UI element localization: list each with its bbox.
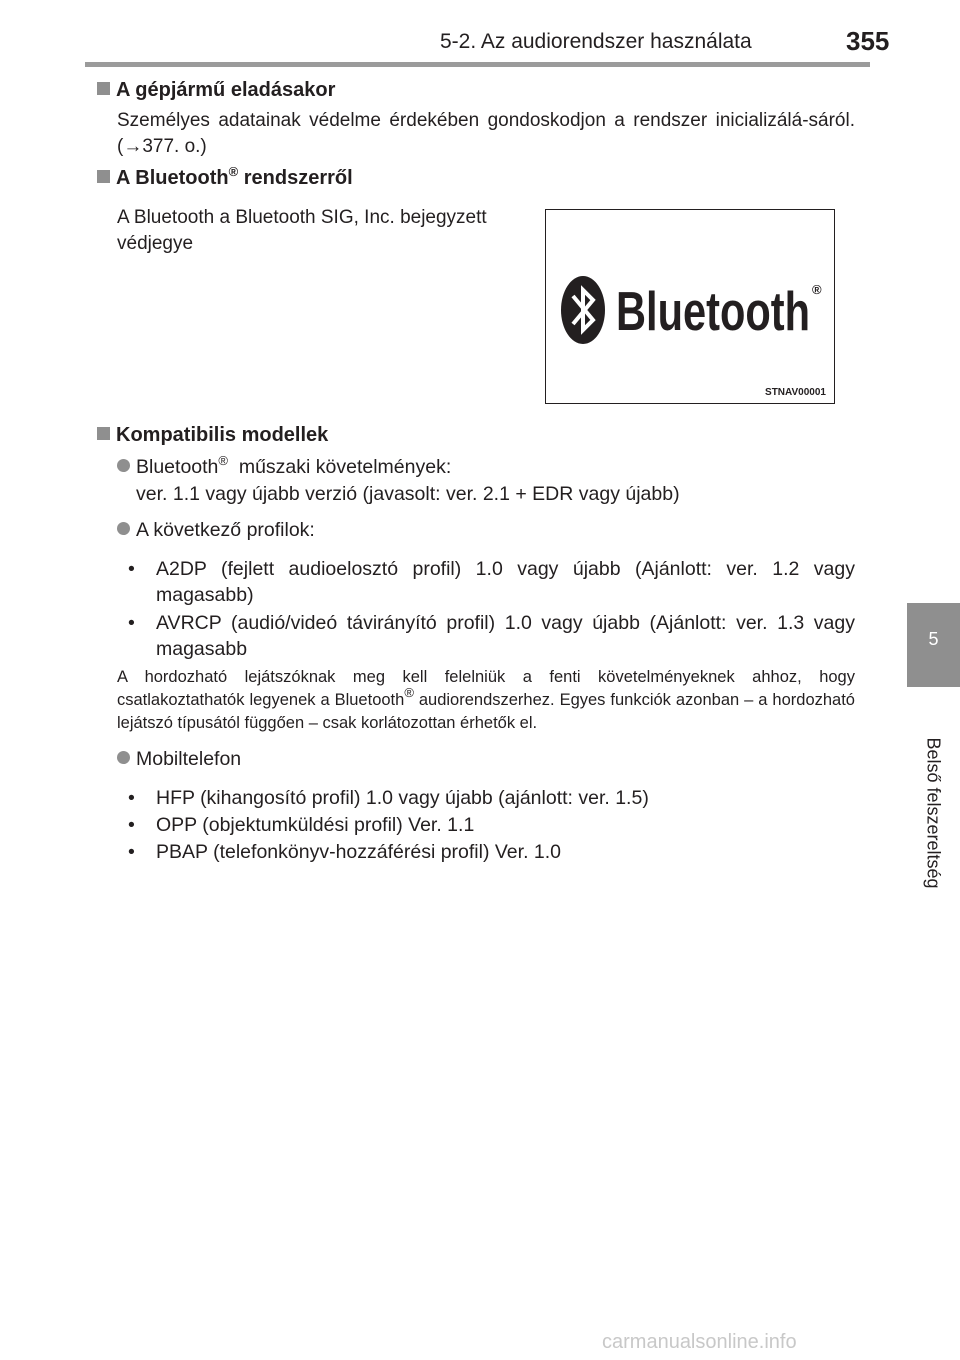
section-heading-sale: A gépjármű eladásakor [97,79,335,102]
bluetooth-logo-icon [546,210,834,403]
section-heading-bluetooth: A Bluetooth® rendszerről [97,167,353,190]
profile-item: • AVRCP (audió/videó távirányító profil) 1.0 vagy újabb (Ajánlott: ver. 1.3 vagy magasabb [128,612,855,660]
page-header-title: 5-2. Az audiorendszer használata [440,30,752,53]
chapter-number: 5 [928,629,939,649]
profile-item: • A2DP (fejlett audioelosztó profil) 1.0 vagy újabb (Ajánlott: ver. 1.2 vagy magasabb) [128,558,855,606]
compat-note: A hordozható lejátszóknak meg kell felelniük a fenti követelményeknek ahhoz, hogy csatlakoztathatók legyenek a Bluetooth® audiorendszerhez. Egyes funkciók azonban – a hordozható lejátszó típusától függően – csak korlátozottan érhetők el. [117,668,855,732]
spec-bullet: Bluetooth® műszaki követelmények: [117,454,451,481]
round-bullet-icon [117,522,130,535]
round-bullet-icon [117,751,130,764]
square-bullet-icon [97,82,110,95]
chapter-tab [907,603,960,687]
section-heading-compat: Kompatibilis modellek [97,424,328,447]
page-number: 355 [846,26,890,56]
profiles-bullet: A következő profilok: [117,517,315,544]
phone-bullet: Mobiltelefon [117,746,241,773]
watermark: carmanualsonline.info [602,1331,797,1353]
bluetooth-trademark-text: A Bluetooth a Bluetooth SIG, Inc. bejegyzett védjegye [117,207,487,254]
spec-detail: ver. 1.1 vagy újabb verzió (javasolt: ver. 2.1 + EDR vagy újabb) [136,483,680,505]
bluetooth-logo-figure [545,209,835,404]
phone-profile-item: • OPP (objektumküldési profil) Ver. 1.1 [128,814,475,836]
bluetooth-logo-word: Bluetooth [616,280,810,342]
logo-registered-mark: ® [812,282,822,297]
round-bullet-icon [117,459,130,472]
phone-profile-item: • HFP (kihangosító profil) 1.0 vagy újabb (ajánlott: ver. 1.5) [128,787,649,809]
square-bullet-icon [97,170,110,183]
header-rule [85,62,870,67]
figure-code: STNAV00001 [765,387,826,398]
sale-paragraph: Személyes adatainak védelme érdekében gondoskodjon a rendszer inicializálá-sáról. (→377. o.) [117,110,855,157]
phone-profile-item: • PBAP (telefonkönyv-hozzáférési profil) Ver. 1.0 [128,841,562,863]
chapter-label: Belső felszereltség [923,737,944,889]
arrow-icon: → [123,136,143,157]
square-bullet-icon [97,427,110,440]
